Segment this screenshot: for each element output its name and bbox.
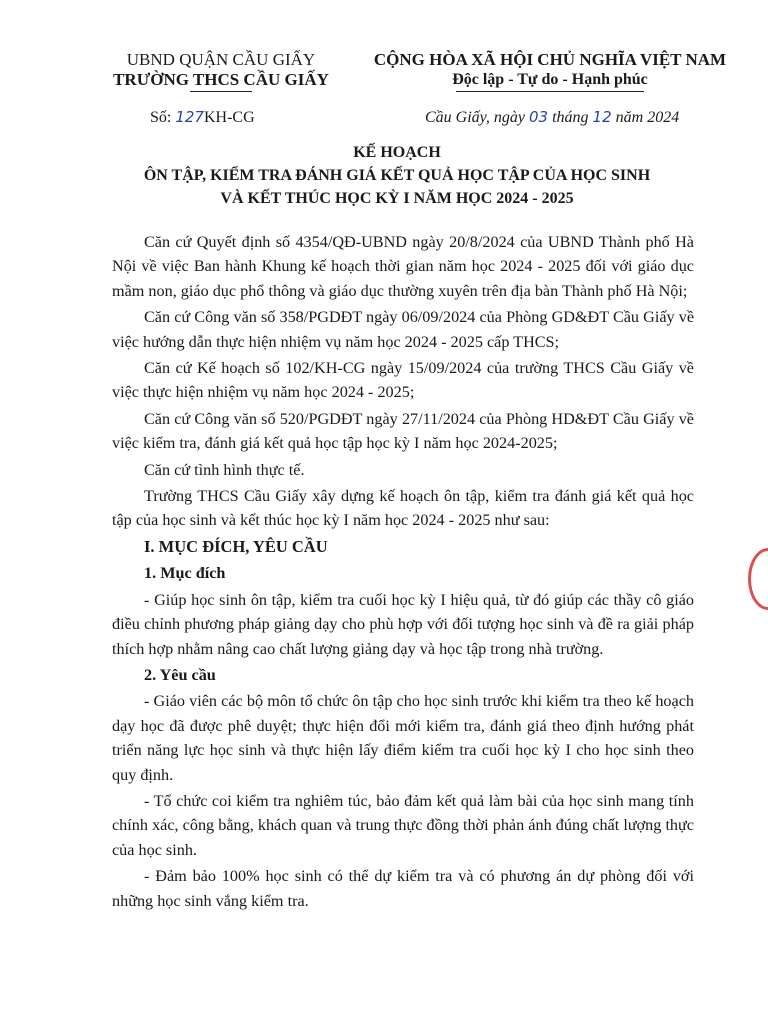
title-line-2: ÔN TẬP, KIỂM TRA ĐÁNH GIÁ KẾT QUẢ HỌC TẬP CỦA HỌC SINH xyxy=(143,167,651,184)
country-name: CỘNG HÒA XÃ HỘI CHỦ NGHĨA VIỆT NAM xyxy=(373,50,727,69)
paragraph-basis-5: Căn cứ tình hình thực tế. xyxy=(144,460,305,479)
paragraph-basis-2: Căn cứ Công văn số 358/PGDĐT ngày 06/09/2024 của Phòng GD&ĐT Cầu Giấy về việc hướng dẫn thực hiện nhiệm vụ năm học 2024 - 2025 cấp THCS; xyxy=(112,308,694,351)
issue-date xyxy=(425,108,679,127)
subheading-purpose: 1. Mục đích xyxy=(144,564,226,583)
date-part1: Cầu Giấy, ngày xyxy=(425,109,529,126)
subheading-requirements: 2. Yêu cầu xyxy=(144,665,216,684)
document-body xyxy=(112,230,694,915)
district-name: UBND QUẬN CẦU GIẤY xyxy=(126,50,316,69)
title-line-1: KẾ HOẠCH xyxy=(353,144,441,161)
motto: Độc lập - Tự do - Hạnh phúc xyxy=(452,71,648,88)
paragraph-intro: Trường THCS Cầu Giấy xây dựng kế hoạch ôn tập, kiểm tra đánh giá kết quả học tập của học sinh và kết thúc học kỳ I năm học 2024 - 2025 như sau: xyxy=(112,487,694,530)
issuer-underline xyxy=(190,91,252,92)
document-number xyxy=(150,108,255,127)
title-line-3: VÀ KẾT THÚC HỌC KỲ I NĂM HỌC 2024 - 2025 xyxy=(220,190,574,207)
national-motto-block xyxy=(360,50,740,92)
motto-underline xyxy=(456,91,644,92)
school-name: TRƯỜNG THCS CẦU GIẤY xyxy=(113,70,329,89)
paragraph-purpose: - Giúp học sinh ôn tập, kiểm tra cuối học kỳ I hiệu quả, từ đó giúp các thầy cô giáo điều chỉnh phương pháp giảng dạy cho phù hợp với đối tượng học sinh và đề ra giải pháp thích hợp nhằm nâng cao chất lượng giảng dạy và học tập trong nhà trường. xyxy=(112,590,694,658)
date-day: 03 xyxy=(529,108,549,126)
doc-number-prefix: Số: xyxy=(150,109,176,126)
date-part3: năm 2024 xyxy=(611,109,680,126)
paragraph-requirement-2: - Tổ chức coi kiểm tra nghiêm túc, bảo đảm kết quả làm bài của học sinh mang tính chính xác, công bằng, khách quan và trung thực đồng thời phản ánh đúng chất lượng thực của học sinh. xyxy=(112,791,694,859)
date-part2: tháng xyxy=(548,109,593,126)
document-title xyxy=(60,142,734,210)
paragraph-requirement-3: - Đảm bảo 100% học sinh có thể dự kiểm tra và có phương án dự phòng đối với những học sinh vắng kiểm tra. xyxy=(112,867,694,910)
date-month: 12 xyxy=(592,108,612,126)
paragraph-basis-4: Căn cứ Công văn số 520/PGDĐT ngày 27/11/2024 của Phòng HD&ĐT Cầu Giấy về việc kiểm tra, đánh giá kết quả học tập học kỳ I năm học 2024-2025; xyxy=(112,409,694,453)
issuer-block xyxy=(96,50,346,92)
red-seal-stamp xyxy=(748,548,768,610)
paragraph-basis-1: Căn cứ Quyết định số 4354/QĐ-UBND ngày 20/8/2024 của UBND Thành phố Hà Nội về việc Ban hành Khung kế hoạch thời gian năm học 2024 - 2025 đối với giáo dục mầm non, giáo dục phổ thông và giáo dục thường xuyên trên địa bàn Thành phố Hà Nội; xyxy=(112,233,694,300)
doc-number-handwritten: 127 xyxy=(175,108,204,126)
section-heading-1: I. MỤC ĐÍCH, YÊU CẦU xyxy=(144,536,328,556)
paragraph-basis-3: Căn cứ Kế hoạch số 102/KH-CG ngày 15/09/2024 của trường THCS Cầu Giấy về việc thực hiện nhiệm vụ năm học 2024 - 2025; xyxy=(112,359,694,402)
doc-number-suffix: KH-CG xyxy=(203,109,255,126)
paragraph-requirement-1: - Giáo viên các bộ môn tổ chức ôn tập cho học sinh trước khi kiểm tra theo kế hoạch dạy học đã được phê duyệt; thực hiện đổi mới kiểm tra, đánh giá theo định hướng phát triển năng lực học sinh và thực hiện lấy điểm kiểm tra cuối học kỳ I cho học sinh theo quy định. xyxy=(112,692,694,784)
